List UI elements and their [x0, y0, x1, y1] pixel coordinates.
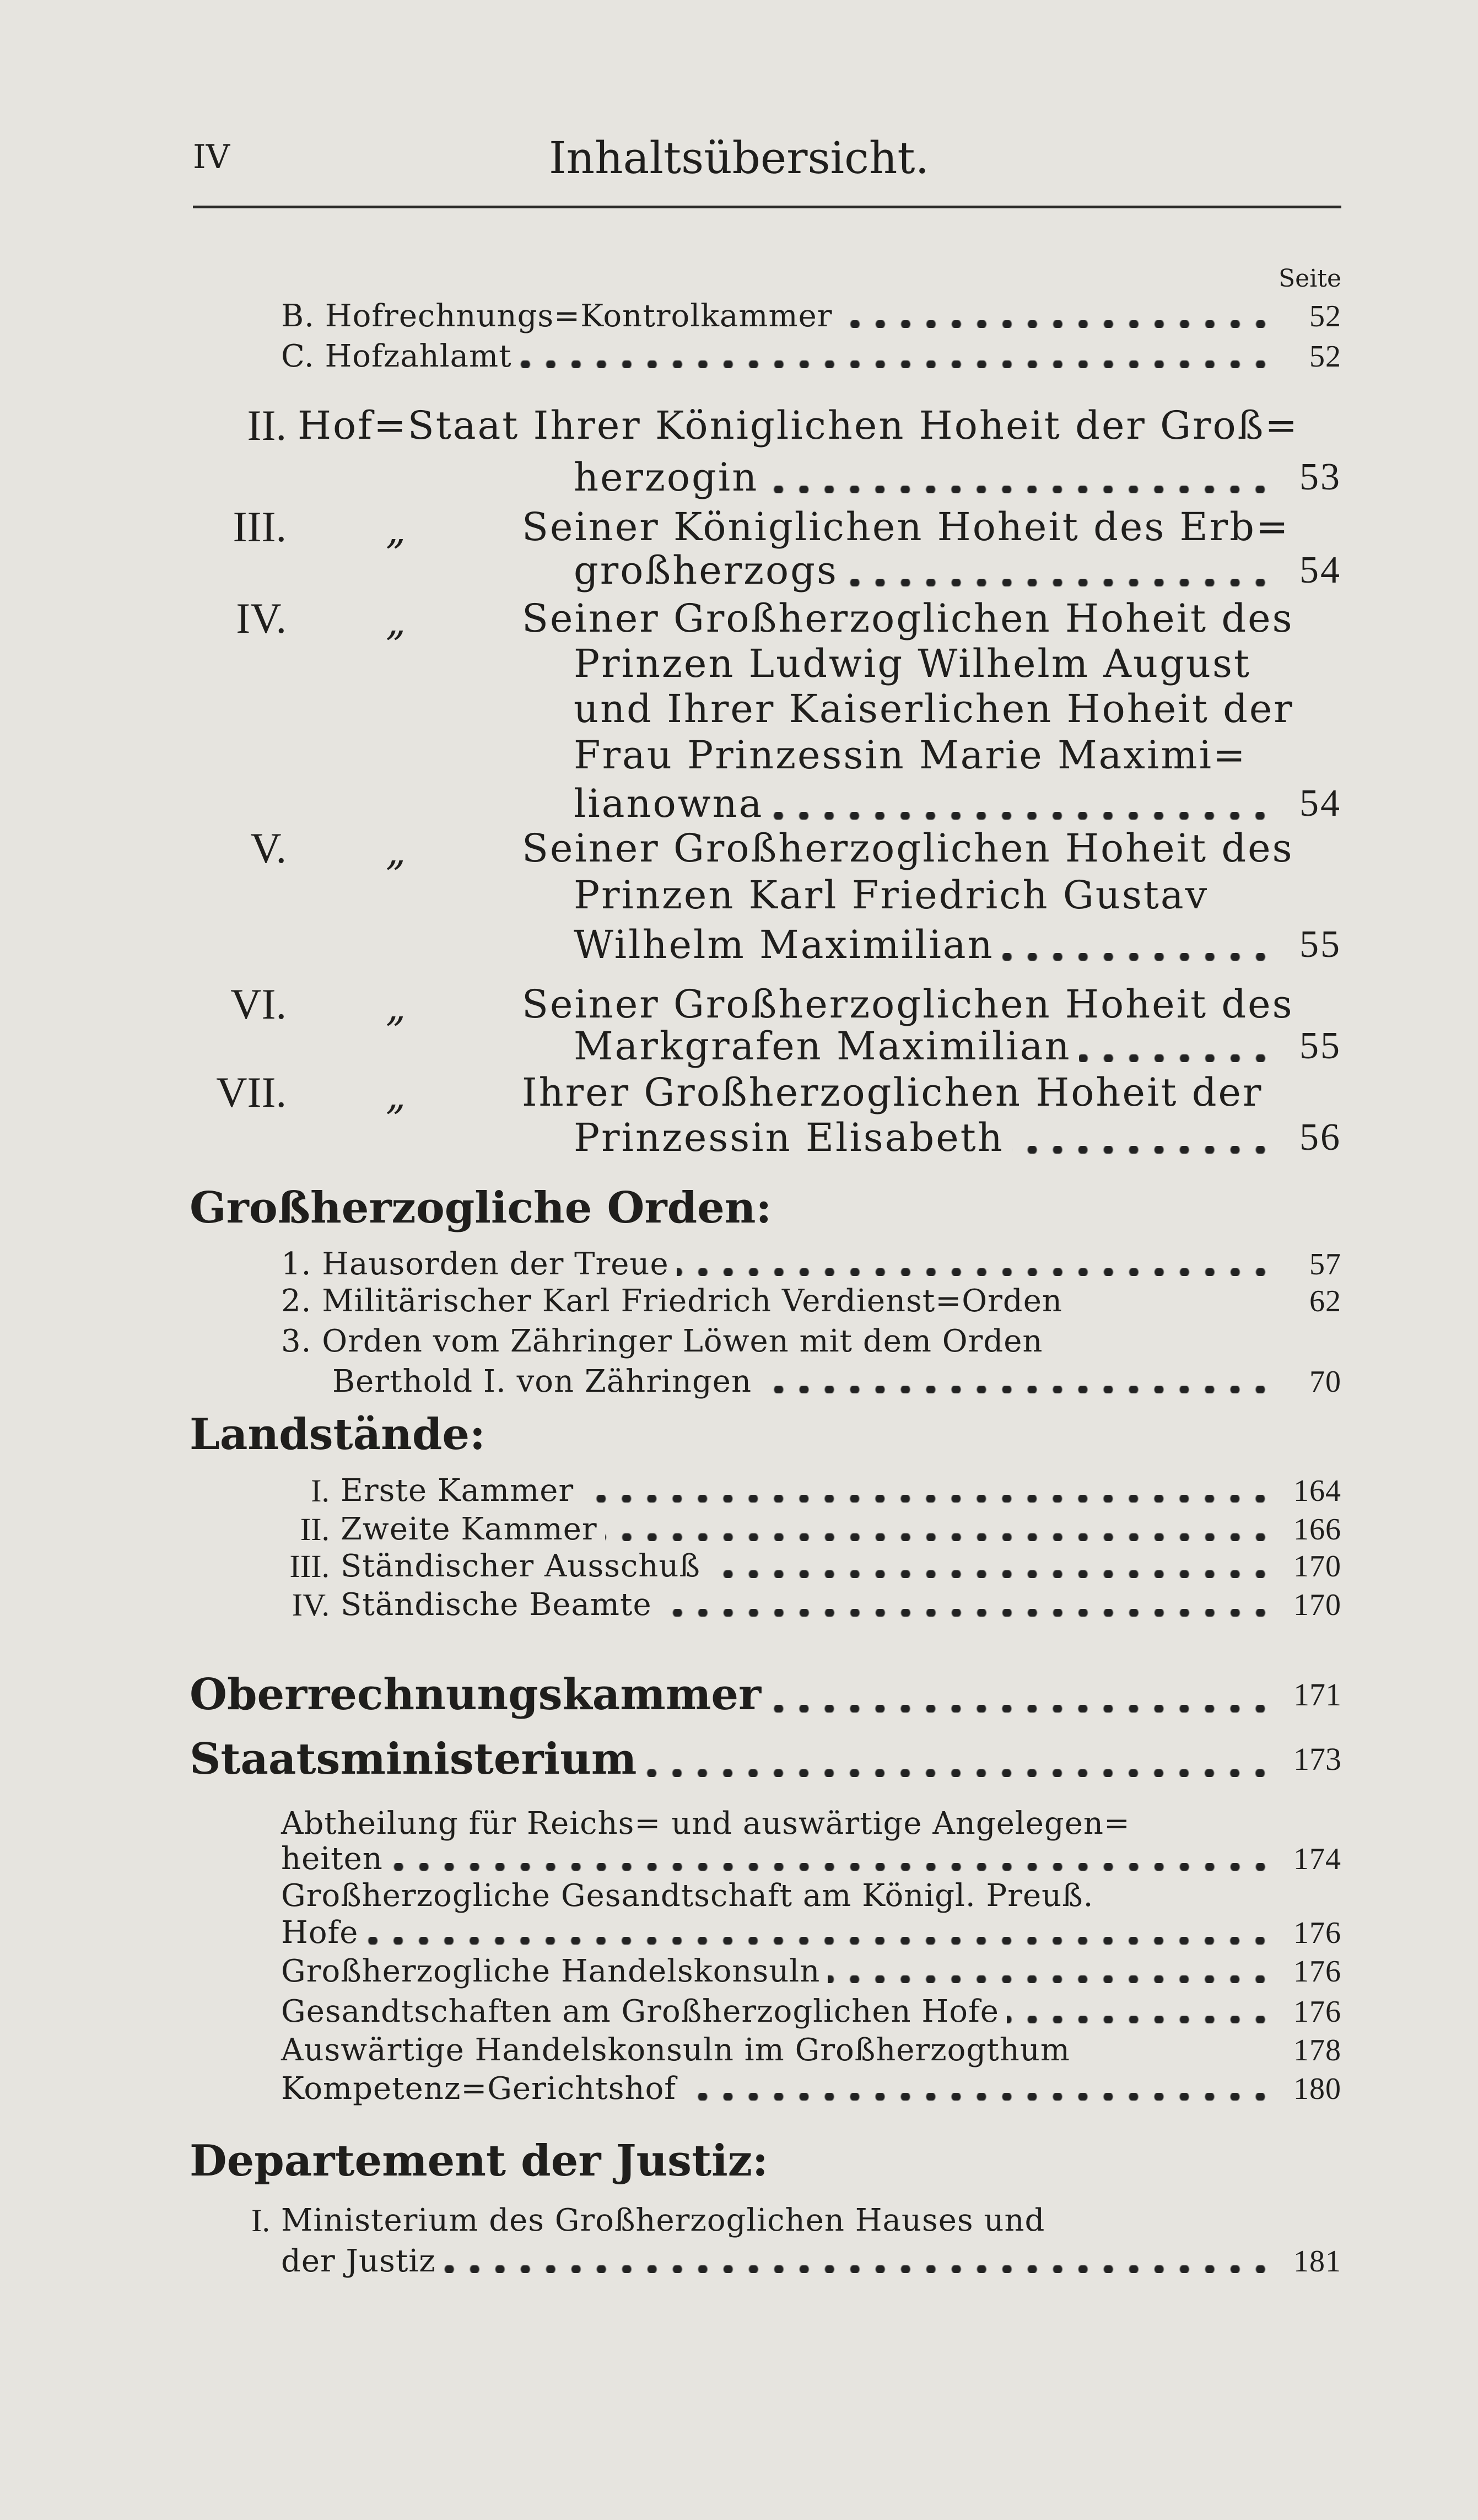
entry-title: der Justiz [281, 2243, 436, 2279]
dot-leader [766, 466, 1273, 498]
page-numeral: IV [193, 138, 230, 176]
dot-leader [644, 1749, 1273, 1781]
roman-numeral: VII. [216, 1068, 287, 1116]
page-number: 178 [1293, 2033, 1341, 2067]
entry-title: Berthold I. von Zähringen [332, 1364, 752, 1399]
dot-leader [1070, 2034, 1281, 2066]
entry-title: 1. Hausorden der Treue [281, 1246, 669, 1282]
entry-title: heiten [281, 1841, 383, 1877]
toc-entry-line[interactable] [281, 1323, 1341, 1359]
entry-title: Hof=Staat Ihrer Königlichen Hoheit der Groß= [298, 403, 1299, 448]
page-number: 170 [1293, 1588, 1341, 1622]
toc-entry-line[interactable] [522, 598, 1341, 639]
toc-entry-line[interactable] [522, 984, 1341, 1025]
toc-entry[interactable] [281, 1917, 1341, 1949]
dot-leader [708, 1550, 1273, 1582]
toc-entry[interactable] [341, 1511, 1341, 1547]
entry-title: Großherzogliche Gesandtschaft am Königl. Preuß. [281, 1878, 1094, 1914]
entry-title: Seiner Großherzoglichen Hoheit des [522, 982, 1294, 1027]
page-number: 54 [1299, 549, 1341, 591]
toc-entry-oberrechnungskammer[interactable] [190, 1670, 1341, 1720]
entry-title: Seiner Großherzoglichen Hoheit des [522, 826, 1294, 871]
page-number: 53 [1299, 456, 1341, 498]
toc-entry[interactable] [574, 550, 1341, 591]
toc-entry-line[interactable] [522, 504, 1341, 550]
roman-numeral: III. [289, 1548, 330, 1584]
page-number: 166 [1293, 1512, 1341, 1547]
page-number: 176 [1293, 1954, 1341, 1989]
dot-leader [660, 1589, 1273, 1621]
entry-title: Prinzessin Elisabeth [574, 1115, 1004, 1160]
ditto-mark: „ [386, 829, 406, 874]
toc-entry[interactable] [332, 1366, 1341, 1398]
entry-title: Wilhelm Maximilian [574, 922, 994, 967]
dot-leader [520, 341, 1273, 373]
entry-title: großherzogs [574, 548, 838, 593]
entry-title: Kompetenz=Gerichtshof [281, 2071, 677, 2107]
toc-entry[interactable] [281, 1953, 1341, 1989]
toc-entry[interactable] [574, 1026, 1341, 1067]
entry-title: herzogin [574, 455, 759, 500]
toc-entry[interactable] [574, 1117, 1341, 1158]
section-heading-justiz: Departement der Justiz: [190, 2136, 768, 2186]
dot-leader [828, 1956, 1273, 1988]
page-number: 57 [1309, 1247, 1341, 1281]
ditto-mark: „ [386, 985, 406, 1030]
roman-numeral: IV. [292, 1587, 330, 1623]
page-number: 52 [1309, 340, 1341, 374]
toc-entry[interactable] [574, 924, 1341, 965]
entry-title: Prinzen Ludwig Wilhelm August [574, 641, 1252, 686]
entry-title: lianowna [574, 781, 764, 826]
page-number: 54 [1299, 782, 1341, 825]
dot-leader [771, 792, 1273, 824]
roman-numeral: II. [300, 1511, 330, 1547]
toc-entry[interactable] [281, 1996, 1341, 2028]
toc-entry[interactable] [281, 1843, 1341, 1875]
toc-entry-line[interactable] [281, 1880, 1341, 1912]
dot-leader [444, 2246, 1273, 2277]
section-heading-orden: Großherzogliche Orden: [190, 1183, 772, 1233]
dot-leader [759, 1366, 1273, 1398]
roman-numeral: I. [311, 1473, 330, 1509]
entry-title: Seiner Großherzoglichen Hoheit des [522, 596, 1294, 641]
dot-leader [1007, 1996, 1273, 2028]
page-number: 62 [1309, 1284, 1341, 1318]
page-number: 176 [1293, 1995, 1341, 2029]
entry-title: Ständischer Ausschuß [341, 1548, 700, 1584]
entry-title: Staatsministerium [190, 1734, 637, 1784]
dot-leader [1002, 933, 1273, 965]
page-column-label: Seite [1279, 265, 1341, 293]
toc-entry[interactable] [281, 300, 1341, 332]
page-title: Inhaltsübersicht. [549, 132, 929, 184]
entry-title: Auswärtige Handelskonsuln im Großherzogthum [281, 2032, 1070, 2068]
dot-leader [391, 1843, 1273, 1875]
page-number: 171 [1293, 1677, 1341, 1713]
page-number: 55 [1299, 923, 1341, 966]
roman-numeral: III. [233, 503, 287, 551]
page-number: 70 [1309, 1365, 1341, 1399]
entry-title: Hofrechnungs=Kontrolkammer [325, 298, 833, 334]
entry-title: Prinzen Karl Friedrich Gustav [574, 873, 1209, 918]
entry-title: Abtheilung für Reichs= und auswärtige Angelegen= [281, 1806, 1130, 1841]
toc-entry-line[interactable] [574, 875, 1341, 916]
roman-numeral: VI. [230, 980, 287, 1028]
page-number: 55 [1299, 1025, 1341, 1067]
roman-numeral: I. [251, 2203, 270, 2238]
dot-leader [846, 559, 1273, 591]
toc-entry[interactable] [281, 338, 1341, 374]
entry-title: Hofe [281, 1915, 359, 1951]
toc-entry-line[interactable] [574, 643, 1341, 684]
page-number: 180 [1293, 2072, 1341, 2106]
ditto-mark: „ [386, 599, 406, 644]
toc-entry[interactable] [341, 1589, 1341, 1621]
entry-title: Ministerium des Großherzoglichen Hauses und [281, 2203, 1045, 2238]
roman-numeral: IV. [236, 594, 287, 642]
toc-entry-line[interactable] [522, 1072, 1341, 1113]
entry-title: 3. Orden vom Zähringer Löwen mit dem Orden [281, 1323, 1043, 1359]
roman-numeral: V. [250, 824, 287, 872]
dot-leader [684, 2073, 1273, 2105]
dot-leader [1012, 1126, 1273, 1158]
entry-title: Frau Prinzessin Marie Maximi= [574, 733, 1247, 778]
section-heading-landstaende: Landstände: [190, 1409, 486, 1460]
page-number: 170 [1293, 1549, 1341, 1584]
entry-title: Markgrafen Maximilian [574, 1024, 1071, 1069]
toc-entry[interactable] [281, 2243, 1341, 2279]
dot-leader [605, 1514, 1273, 1546]
roman-numeral: II. [247, 401, 287, 449]
toc-entry-staatsministerium[interactable] [190, 1734, 1341, 1784]
page-number: 181 [1293, 2244, 1341, 2279]
dot-leader [1079, 1035, 1273, 1067]
toc-entry[interactable] [574, 783, 1341, 824]
toc-entry[interactable] [281, 1285, 1341, 1317]
page-number: 174 [1293, 1842, 1341, 1876]
dot-leader [1070, 1285, 1273, 1317]
entry-title: Seiner Königlichen Hoheit des Erb= [522, 504, 1290, 550]
toc-entry-line[interactable] [281, 2205, 1341, 2237]
toc-entry-line[interactable] [574, 688, 1341, 729]
page-number: 164 [1293, 1474, 1341, 1508]
entry-number: C. [281, 338, 315, 374]
entry-title: und Ihrer Kaiserlichen Hoheit der [574, 686, 1294, 731]
entry-title: 2. Militärischer Karl Friedrich Verdienst=Orden [281, 1283, 1062, 1319]
entry-title: Ihrer Großherzoglichen Hoheit der [522, 1070, 1263, 1115]
toc-entry[interactable] [341, 1550, 1341, 1582]
toc-entry[interactable] [281, 2034, 1341, 2066]
entry-title: Großherzogliche Handelskonsuln [281, 1953, 821, 1989]
ditto-mark: „ [386, 1073, 406, 1118]
toc-entry-line[interactable] [522, 828, 1341, 869]
entry-number: B. [281, 298, 315, 334]
toc-entry-line[interactable] [281, 1808, 1341, 1840]
dot-leader [366, 1917, 1273, 1949]
entry-title: Zweite Kammer [341, 1511, 597, 1547]
toc-entry[interactable] [341, 1475, 1341, 1507]
dot-leader [677, 1248, 1273, 1280]
entry-title: Hofzahlamt [325, 338, 512, 374]
page-number: 52 [1309, 299, 1341, 333]
toc-entry-line[interactable] [574, 735, 1341, 776]
page-number: 176 [1293, 1916, 1341, 1950]
page-number: 173 [1293, 1741, 1341, 1777]
dot-leader [769, 1685, 1273, 1717]
ditto-mark: „ [386, 508, 406, 553]
page-number: 56 [1299, 1116, 1341, 1159]
dot-leader [581, 1475, 1273, 1507]
toc-entry[interactable] [281, 2073, 1341, 2105]
entry-title: Erste Kammer [341, 1473, 574, 1509]
header-rule [193, 206, 1341, 208]
toc-entry[interactable] [574, 457, 1341, 498]
toc-entry[interactable] [281, 1248, 1341, 1280]
entry-title: Ständische Beamte [341, 1587, 652, 1623]
dot-leader [840, 300, 1273, 332]
toc-entry-line[interactable] [298, 405, 1341, 446]
entry-title: Oberrechnungskammer [190, 1670, 762, 1720]
entry-title: Gesandtschaften am Großherzoglichen Hofe [281, 1994, 999, 2029]
